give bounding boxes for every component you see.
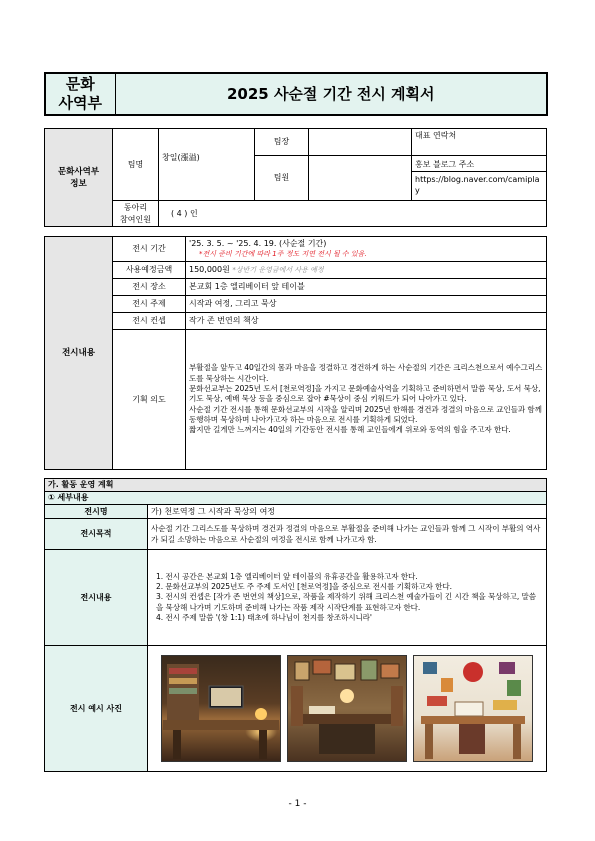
place-value: 본교회 1층 엘리베이터 앞 테이블: [186, 279, 547, 296]
intent-paragraph: 사순절 기간 전시를 통해 문화선교부의 시작을 알리며 2025년 한해를 경건과 정결의 마음으로 교인들과 함께 동행하며 묵상하며 나아가고자 하는 마음으로 전시를 기획하게 되었다.: [189, 404, 542, 424]
intent-text: [186, 330, 547, 470]
plan-subsection-title: ① 세부내용: [45, 492, 547, 505]
intent-paragraph: 부활절을 앞두고 40일간의 몸과 마음을 정결하고 경건하게 하는 사순절의 기간은 크리스천으로서 예수그리스도를 묵상하는 시간이다.: [189, 363, 543, 383]
theme-value: 시작과 여정, 그리고 묵상: [186, 296, 547, 313]
blog-label: 홍보 블로그 주소: [412, 158, 546, 172]
theme-label: 전시 주제: [113, 296, 186, 313]
page-number: - 1 -: [288, 799, 307, 809]
photos-label: 전시 예시 사진: [45, 646, 148, 772]
club-label: 동아리 참여인원: [113, 201, 159, 227]
place-label: 전시 장소: [113, 279, 186, 296]
exhibit-section-label: 전시내용: [45, 237, 113, 470]
leader-value: [309, 129, 412, 156]
header-table: [44, 72, 548, 116]
content-item: 4. 전시 주제 말씀 '(창 1:1) 태초에 하나님이 천지를 창조하시니라': [156, 612, 372, 622]
contact-label: 대표 연락처: [415, 131, 457, 140]
intent-label: 기획 의도: [113, 330, 186, 470]
intent-paragraph: 짧지만 길게만 느껴지는 40일의 기간동안 전시를 통해 교인들에게 위로와 동역의 힘을 주고자 한다.: [189, 425, 511, 435]
exhibit-table: [44, 236, 547, 470]
blog-url[interactable]: https://blog.naver.com/camiplay: [415, 175, 540, 195]
period-cell: [186, 237, 547, 262]
budget-cell: [186, 262, 547, 279]
period-note: *전시 준비 기간에 따라 1주 정도 지연 전시 될 수 있음.: [199, 250, 367, 258]
content-item: 2. 문화선교부의 2025년도 주 주제 도서인 [천로역정]을 중심으로 전시를 기획하고자 한다.: [156, 582, 452, 592]
name-label: 전시명: [45, 505, 148, 519]
members-value: [309, 156, 412, 201]
team-section-label: 문화사역부 정보: [45, 129, 113, 227]
content-item: 3. 전시의 컨셉은 [작가 존 번연의 책상]으로, 작품을 제작하기 위해 크리스천 예술가들이 긴 시간 책을 묵상하고, 말씀을 묵상해 나가며 기도하며 준비해 나가는 작품 제작 시작단계를 표현하고자 한다.: [156, 592, 537, 612]
content-label: 전시내용: [45, 550, 148, 646]
leader-label: 팀장: [255, 129, 309, 156]
members-label: 팀원: [255, 156, 309, 201]
content-list: [148, 550, 547, 646]
name-value: 가) 천로역정 그 시작과 묵상의 여정: [148, 505, 547, 519]
desk-photo-3: [413, 655, 533, 762]
purpose-label: 전시목적: [45, 519, 148, 550]
purpose-value: 사순절 기간 그리스도를 묵상하며 경건과 정결의 마음으로 부활절을 준비해 나가는 교인들과 함께 그 시작이 부활의 역사가 되길 소망하는 마음으로 사순절의 여정을 전시로 함께 나가고자 함.: [148, 519, 547, 550]
photos-cell: [148, 646, 547, 772]
club-value: ( 4 ) 인: [159, 201, 547, 227]
concept-value: 작가 존 번연의 책상: [186, 313, 547, 330]
content-item: 1. 전시 공간은 본교회 1층 엘리베이터 앞 테이블의 유휴공간을 활용하고자 한다.: [156, 571, 418, 581]
team-name-value: 창일(漲溢): [159, 129, 255, 201]
intent-paragraph: 문화선교부는 2025년 도서 [천로역정]을 가지고 문화예술사역을 기획하고 준비하면서 말씀 묵상, 도서 묵상, 기도 묵상, 예배 묵상 등을 중심으로 잡아 #묵상이 중심 키워드가 되어 나아가고 있다.: [189, 384, 541, 404]
team-info-table: [44, 128, 547, 227]
period-value: '25. 3. 5. ~ '25. 4. 19. (사순절 기간): [189, 239, 327, 248]
contact-cell: [412, 129, 547, 156]
desk-photo-2: [287, 655, 407, 762]
plan-table: [44, 478, 547, 772]
blog-cell: [412, 156, 547, 201]
concept-label: 전시 컨셉: [113, 313, 186, 330]
budget-note: *상반기 운영금에서 사용 예정: [232, 266, 324, 274]
budget-value: 150,000원: [189, 265, 230, 274]
period-label: 전시 기간: [113, 237, 186, 262]
budget-label: 사용예정금액: [113, 262, 186, 279]
org-name: 문화 사역부: [45, 73, 115, 115]
plan-section-title: 가. 활동 운영 계획: [45, 479, 547, 492]
team-name-label: 팀명: [113, 129, 159, 201]
desk-photo-1: [161, 655, 281, 762]
desk-illustration-2-icon: [289, 656, 405, 759]
page-title: 2025 사순절 기간 전시 계획서: [115, 73, 547, 115]
desk-illustration-3-icon: [415, 656, 531, 759]
desk-illustration-1-icon: [163, 656, 279, 759]
